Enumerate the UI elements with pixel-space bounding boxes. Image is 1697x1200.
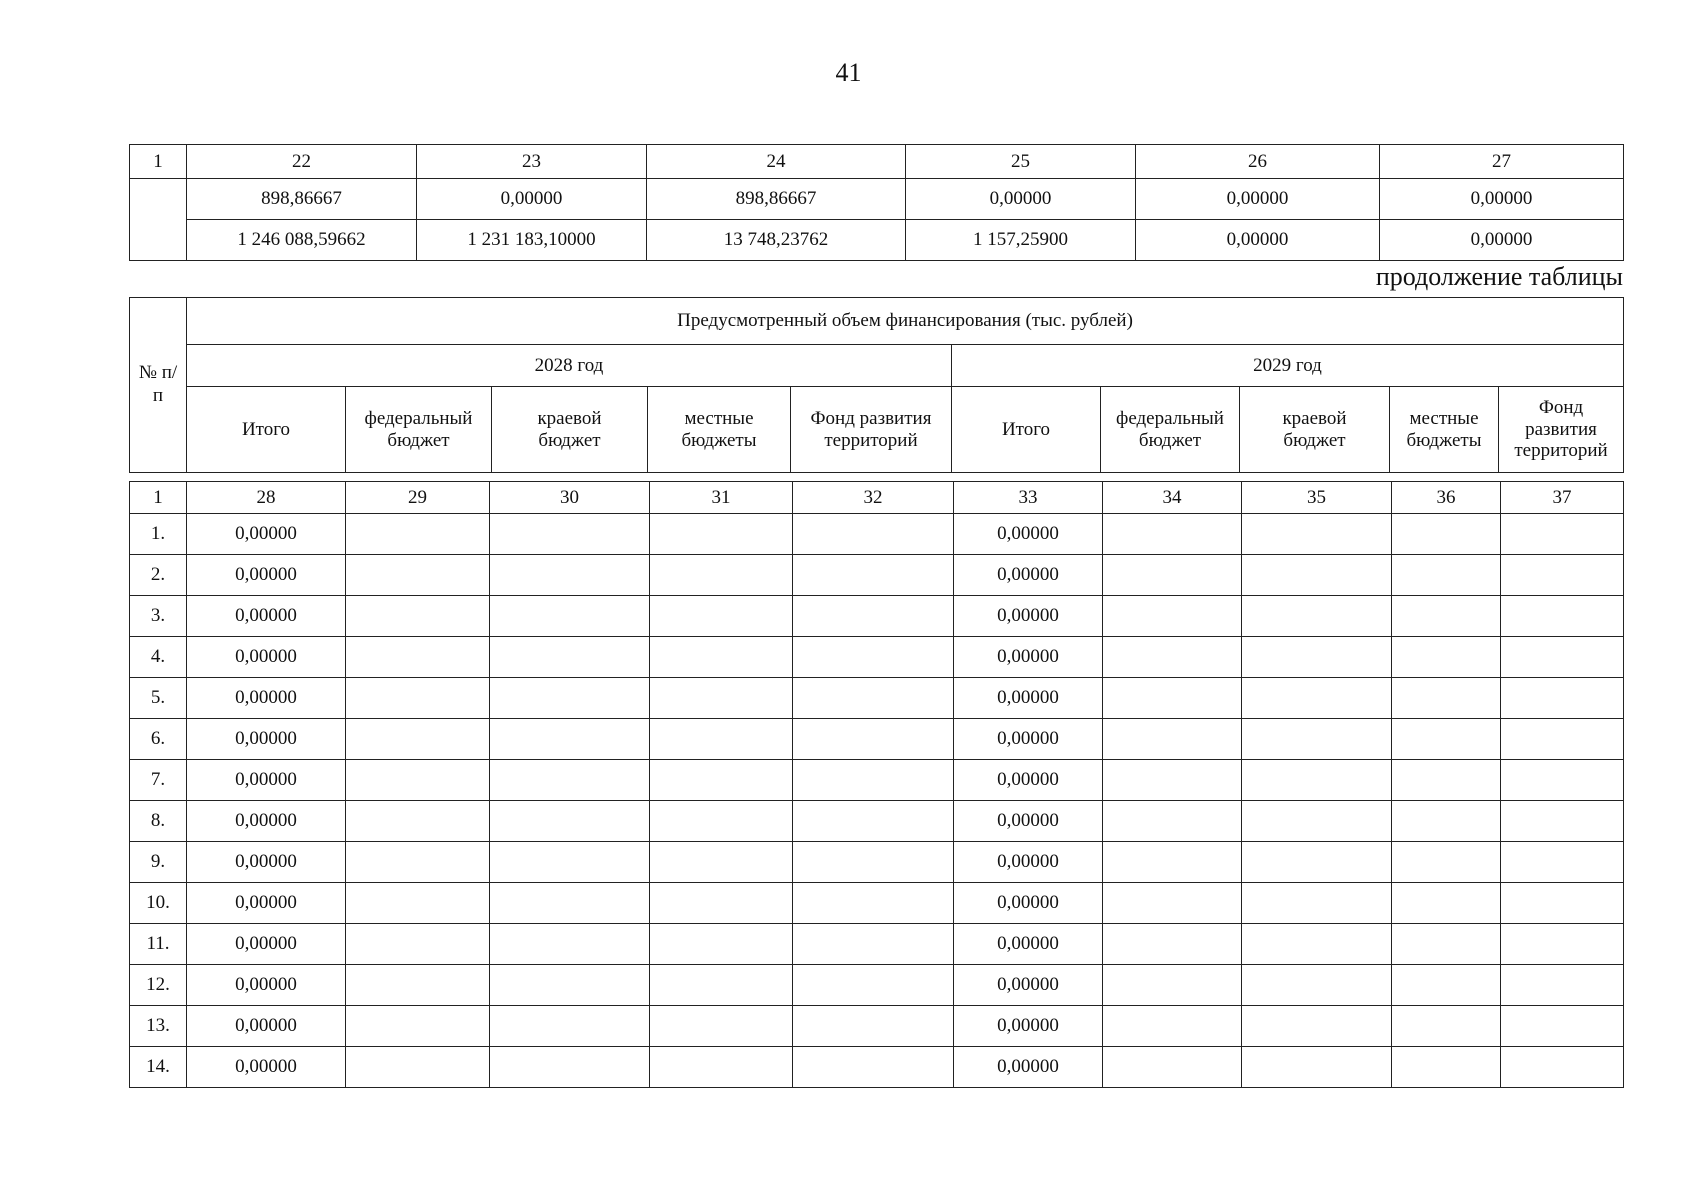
table-cell: 0,00000 (954, 883, 1103, 924)
col-header-local-2029: местные бюджеты (1390, 387, 1499, 473)
table-cell (1392, 555, 1501, 596)
table-cell (1242, 678, 1392, 719)
table-cell (1392, 965, 1501, 1006)
table-cell (1242, 883, 1392, 924)
table-cell: 0,00000 (187, 678, 346, 719)
table-cell (1103, 1047, 1242, 1088)
top-data-cell: 898,86667 (647, 179, 906, 220)
table-cell (650, 883, 793, 924)
table-cell (793, 801, 954, 842)
table-cell: 0,00000 (954, 1006, 1103, 1047)
table-row (130, 1006, 1624, 1047)
financing-data-table (129, 481, 1624, 1088)
table-cell (1242, 514, 1392, 555)
column-number-cell: 30 (490, 482, 650, 514)
table-cell (490, 555, 650, 596)
table-cell (1103, 760, 1242, 801)
table-cell (490, 965, 650, 1006)
table-cell (1103, 596, 1242, 637)
table-cell (1103, 883, 1242, 924)
table-cell (1501, 1006, 1624, 1047)
col-header-total-2029: Итого (952, 387, 1101, 473)
table-cell (793, 965, 954, 1006)
table-cell (1501, 514, 1624, 555)
table-cell (1242, 1006, 1392, 1047)
col-header-fund-2029: Фонд развития территорий (1499, 387, 1624, 473)
table-cell (793, 637, 954, 678)
table-cell (1501, 596, 1624, 637)
table-row (130, 883, 1624, 924)
table-cell: 0,00000 (954, 801, 1103, 842)
table-cell (490, 924, 650, 965)
table-cell (1501, 801, 1624, 842)
column-number-cell: 33 (954, 482, 1103, 514)
table-cell (1242, 1047, 1392, 1088)
table-cell (1501, 719, 1624, 760)
row-number-cell: 7. (130, 760, 187, 801)
table-cell (490, 801, 650, 842)
table-cell (1242, 965, 1392, 1006)
table-cell (1103, 842, 1242, 883)
table-cell (793, 678, 954, 719)
column-number-row (130, 482, 1624, 514)
top-data-cell: 1 246 088,59662 (187, 220, 417, 261)
row-number-cell: 13. (130, 1006, 187, 1047)
table-cell (793, 883, 954, 924)
table-cell (346, 883, 490, 924)
table-cell (346, 801, 490, 842)
table-row (130, 596, 1624, 637)
table-cell (346, 555, 490, 596)
table-cell (650, 514, 793, 555)
table-cell: 0,00000 (187, 719, 346, 760)
top-data-cell: 0,00000 (906, 179, 1136, 220)
top-summary-table (129, 144, 1624, 261)
table-cell (490, 1006, 650, 1047)
table-cell (1242, 555, 1392, 596)
col-header-regional-2029: краевой бюджет (1240, 387, 1390, 473)
top-data-cell: 0,00000 (417, 179, 647, 220)
table-cell: 0,00000 (954, 1047, 1103, 1088)
table-cell (490, 678, 650, 719)
table-cell (1103, 965, 1242, 1006)
table-cell (346, 637, 490, 678)
table-cell (1501, 1047, 1624, 1088)
table-cell (793, 1047, 954, 1088)
table-cell (793, 719, 954, 760)
table-cell (1501, 637, 1624, 678)
financing-header-cell: Предусмотренный объем финансирования (тыс. рублей) (187, 298, 1624, 345)
table-cell: 0,00000 (187, 514, 346, 555)
table-cell (1501, 883, 1624, 924)
table-cell: 0,00000 (187, 596, 346, 637)
table-cell (1103, 514, 1242, 555)
table-cell (490, 883, 650, 924)
top-row-num-cell (130, 179, 187, 261)
col-header-federal-2029: федеральный бюджет (1101, 387, 1240, 473)
table-cell (1392, 801, 1501, 842)
row-number-cell: 5. (130, 678, 187, 719)
table-cell (1242, 596, 1392, 637)
table-cell (1103, 637, 1242, 678)
top-data-cell: 0,00000 (1136, 220, 1380, 261)
table-cell (1392, 596, 1501, 637)
table-cell: 0,00000 (954, 637, 1103, 678)
table-cell (793, 924, 954, 965)
top-header-cell: 22 (187, 145, 417, 179)
table-cell: 0,00000 (187, 842, 346, 883)
table-cell (793, 555, 954, 596)
table-cell (1242, 719, 1392, 760)
table-cell: 0,00000 (954, 965, 1103, 1006)
top-header-cell: 27 (1380, 145, 1624, 179)
table-cell: 0,00000 (187, 637, 346, 678)
table-row (130, 924, 1624, 965)
table-cell (346, 760, 490, 801)
table-cell (793, 596, 954, 637)
top-data-cell: 1 231 183,10000 (417, 220, 647, 261)
top-header-cell: 24 (647, 145, 906, 179)
table-cell (1392, 719, 1501, 760)
table-cell (1103, 678, 1242, 719)
table-cell: 0,00000 (954, 760, 1103, 801)
table-cell: 0,00000 (187, 801, 346, 842)
table-cell (346, 596, 490, 637)
row-number-cell: 11. (130, 924, 187, 965)
table-cell (346, 924, 490, 965)
table-cell (1501, 965, 1624, 1006)
column-number-cell: 31 (650, 482, 793, 514)
col-header-local-2028: местные бюджеты (648, 387, 791, 473)
table-cell: 0,00000 (187, 965, 346, 1006)
row-number-cell: 12. (130, 965, 187, 1006)
table-cell (1501, 924, 1624, 965)
table-cell (1103, 924, 1242, 965)
table-cell (793, 514, 954, 555)
table-row (130, 1047, 1624, 1088)
row-number-cell: 3. (130, 596, 187, 637)
table-cell (490, 1047, 650, 1088)
top-header-cell: 23 (417, 145, 647, 179)
column-number-cell: 37 (1501, 482, 1624, 514)
table-cell (1103, 555, 1242, 596)
table-cell (1392, 678, 1501, 719)
table-cell (650, 637, 793, 678)
top-data-cell: 1 157,25900 (906, 220, 1136, 261)
table-cell (1501, 555, 1624, 596)
table-cell (490, 514, 650, 555)
row-number-cell: 6. (130, 719, 187, 760)
row-number-cell: 9. (130, 842, 187, 883)
table-cell (650, 760, 793, 801)
table-cell (1392, 1006, 1501, 1047)
col-header-total-2028: Итого (187, 387, 346, 473)
table-cell (1392, 842, 1501, 883)
table-cell (650, 555, 793, 596)
table-cell (1242, 801, 1392, 842)
table-row (130, 801, 1624, 842)
column-number-cell: 28 (187, 482, 346, 514)
table-cell: 0,00000 (954, 596, 1103, 637)
table-cell (1242, 637, 1392, 678)
table-cell (650, 801, 793, 842)
table-cell (650, 719, 793, 760)
table-cell (490, 842, 650, 883)
table-cell: 0,00000 (954, 514, 1103, 555)
column-number-cell: 35 (1242, 482, 1392, 514)
row-number-cell: 14. (130, 1047, 187, 1088)
top-data-cell: 0,00000 (1136, 179, 1380, 220)
top-header-cell: 26 (1136, 145, 1380, 179)
table-row (130, 719, 1624, 760)
table-row (130, 555, 1624, 596)
table-cell (1392, 514, 1501, 555)
num-header-cell: № п/п (130, 298, 187, 473)
col-header-regional-2028: краевой бюджет (492, 387, 648, 473)
table-cell (793, 1006, 954, 1047)
table-cell (346, 719, 490, 760)
table-cell (346, 514, 490, 555)
table-row (130, 678, 1624, 719)
table-cell: 0,00000 (187, 883, 346, 924)
row-number-cell: 10. (130, 883, 187, 924)
table-row (130, 760, 1624, 801)
column-number-cell: 34 (1103, 482, 1242, 514)
top-data-cell: 13 748,23762 (647, 220, 906, 261)
table-row (130, 965, 1624, 1006)
table-row (130, 842, 1624, 883)
table-cell (346, 1006, 490, 1047)
table-row (130, 514, 1624, 555)
table-cell: 0,00000 (954, 842, 1103, 883)
table-cell (490, 637, 650, 678)
table-cell (490, 596, 650, 637)
table-cell (1103, 719, 1242, 760)
column-number-cell: 1 (130, 482, 187, 514)
table-cell: 0,00000 (954, 555, 1103, 596)
column-number-cell: 29 (346, 482, 490, 514)
top-data-row (130, 179, 1624, 220)
top-header-cell: 1 (130, 145, 187, 179)
table-cell (490, 760, 650, 801)
table-cell: 0,00000 (187, 1006, 346, 1047)
table-cell (1242, 842, 1392, 883)
table-cell (793, 760, 954, 801)
table-cell (793, 842, 954, 883)
table-cell (1242, 924, 1392, 965)
page-number: 41 (835, 58, 862, 87)
column-number-cell: 32 (793, 482, 954, 514)
table-cell (346, 678, 490, 719)
top-data-cell: 0,00000 (1380, 220, 1624, 261)
table-cell (1103, 1006, 1242, 1047)
row-number-cell: 2. (130, 555, 187, 596)
row-number-cell: 8. (130, 801, 187, 842)
top-data-row (130, 220, 1624, 261)
table-cell (1392, 1047, 1501, 1088)
table-cell (650, 596, 793, 637)
top-data-cell: 898,86667 (187, 179, 417, 220)
col-header-federal-2028: федеральный бюджет (346, 387, 492, 473)
table-cell (650, 678, 793, 719)
table-cell (1392, 883, 1501, 924)
table-cell (1392, 760, 1501, 801)
table-cell (1501, 760, 1624, 801)
table-cell: 0,00000 (954, 719, 1103, 760)
row-number-cell: 4. (130, 637, 187, 678)
table-cell (650, 965, 793, 1006)
table-row (130, 637, 1624, 678)
table-cell: 0,00000 (187, 555, 346, 596)
table-cell (1501, 842, 1624, 883)
table-cell (346, 965, 490, 1006)
table-cell (346, 842, 490, 883)
table-cell (1501, 678, 1624, 719)
table-cell: 0,00000 (187, 1047, 346, 1088)
table-cell: 0,00000 (954, 678, 1103, 719)
table-cell (650, 1006, 793, 1047)
financing-header-table (129, 297, 1624, 473)
table-cell: 0,00000 (187, 924, 346, 965)
table-cell (650, 924, 793, 965)
table-cell (346, 1047, 490, 1088)
table-cell (1242, 760, 1392, 801)
table-cell (490, 719, 650, 760)
table-cell (1392, 924, 1501, 965)
table-cell: 0,00000 (954, 924, 1103, 965)
table-cell: 0,00000 (187, 760, 346, 801)
table-cell (650, 1047, 793, 1088)
year-2028-header: 2028 год (187, 345, 952, 387)
top-header-row (130, 145, 1624, 179)
row-number-cell: 1. (130, 514, 187, 555)
col-header-fund-2028: Фонд развития территорий (791, 387, 952, 473)
table-cell (1103, 801, 1242, 842)
year-2029-header: 2029 год (952, 345, 1624, 387)
top-data-cell: 0,00000 (1380, 179, 1624, 220)
continuation-label: продолжение таблицы (1375, 262, 1623, 291)
top-header-cell: 25 (906, 145, 1136, 179)
table-cell (1392, 637, 1501, 678)
column-number-cell: 36 (1392, 482, 1501, 514)
table-cell (650, 842, 793, 883)
